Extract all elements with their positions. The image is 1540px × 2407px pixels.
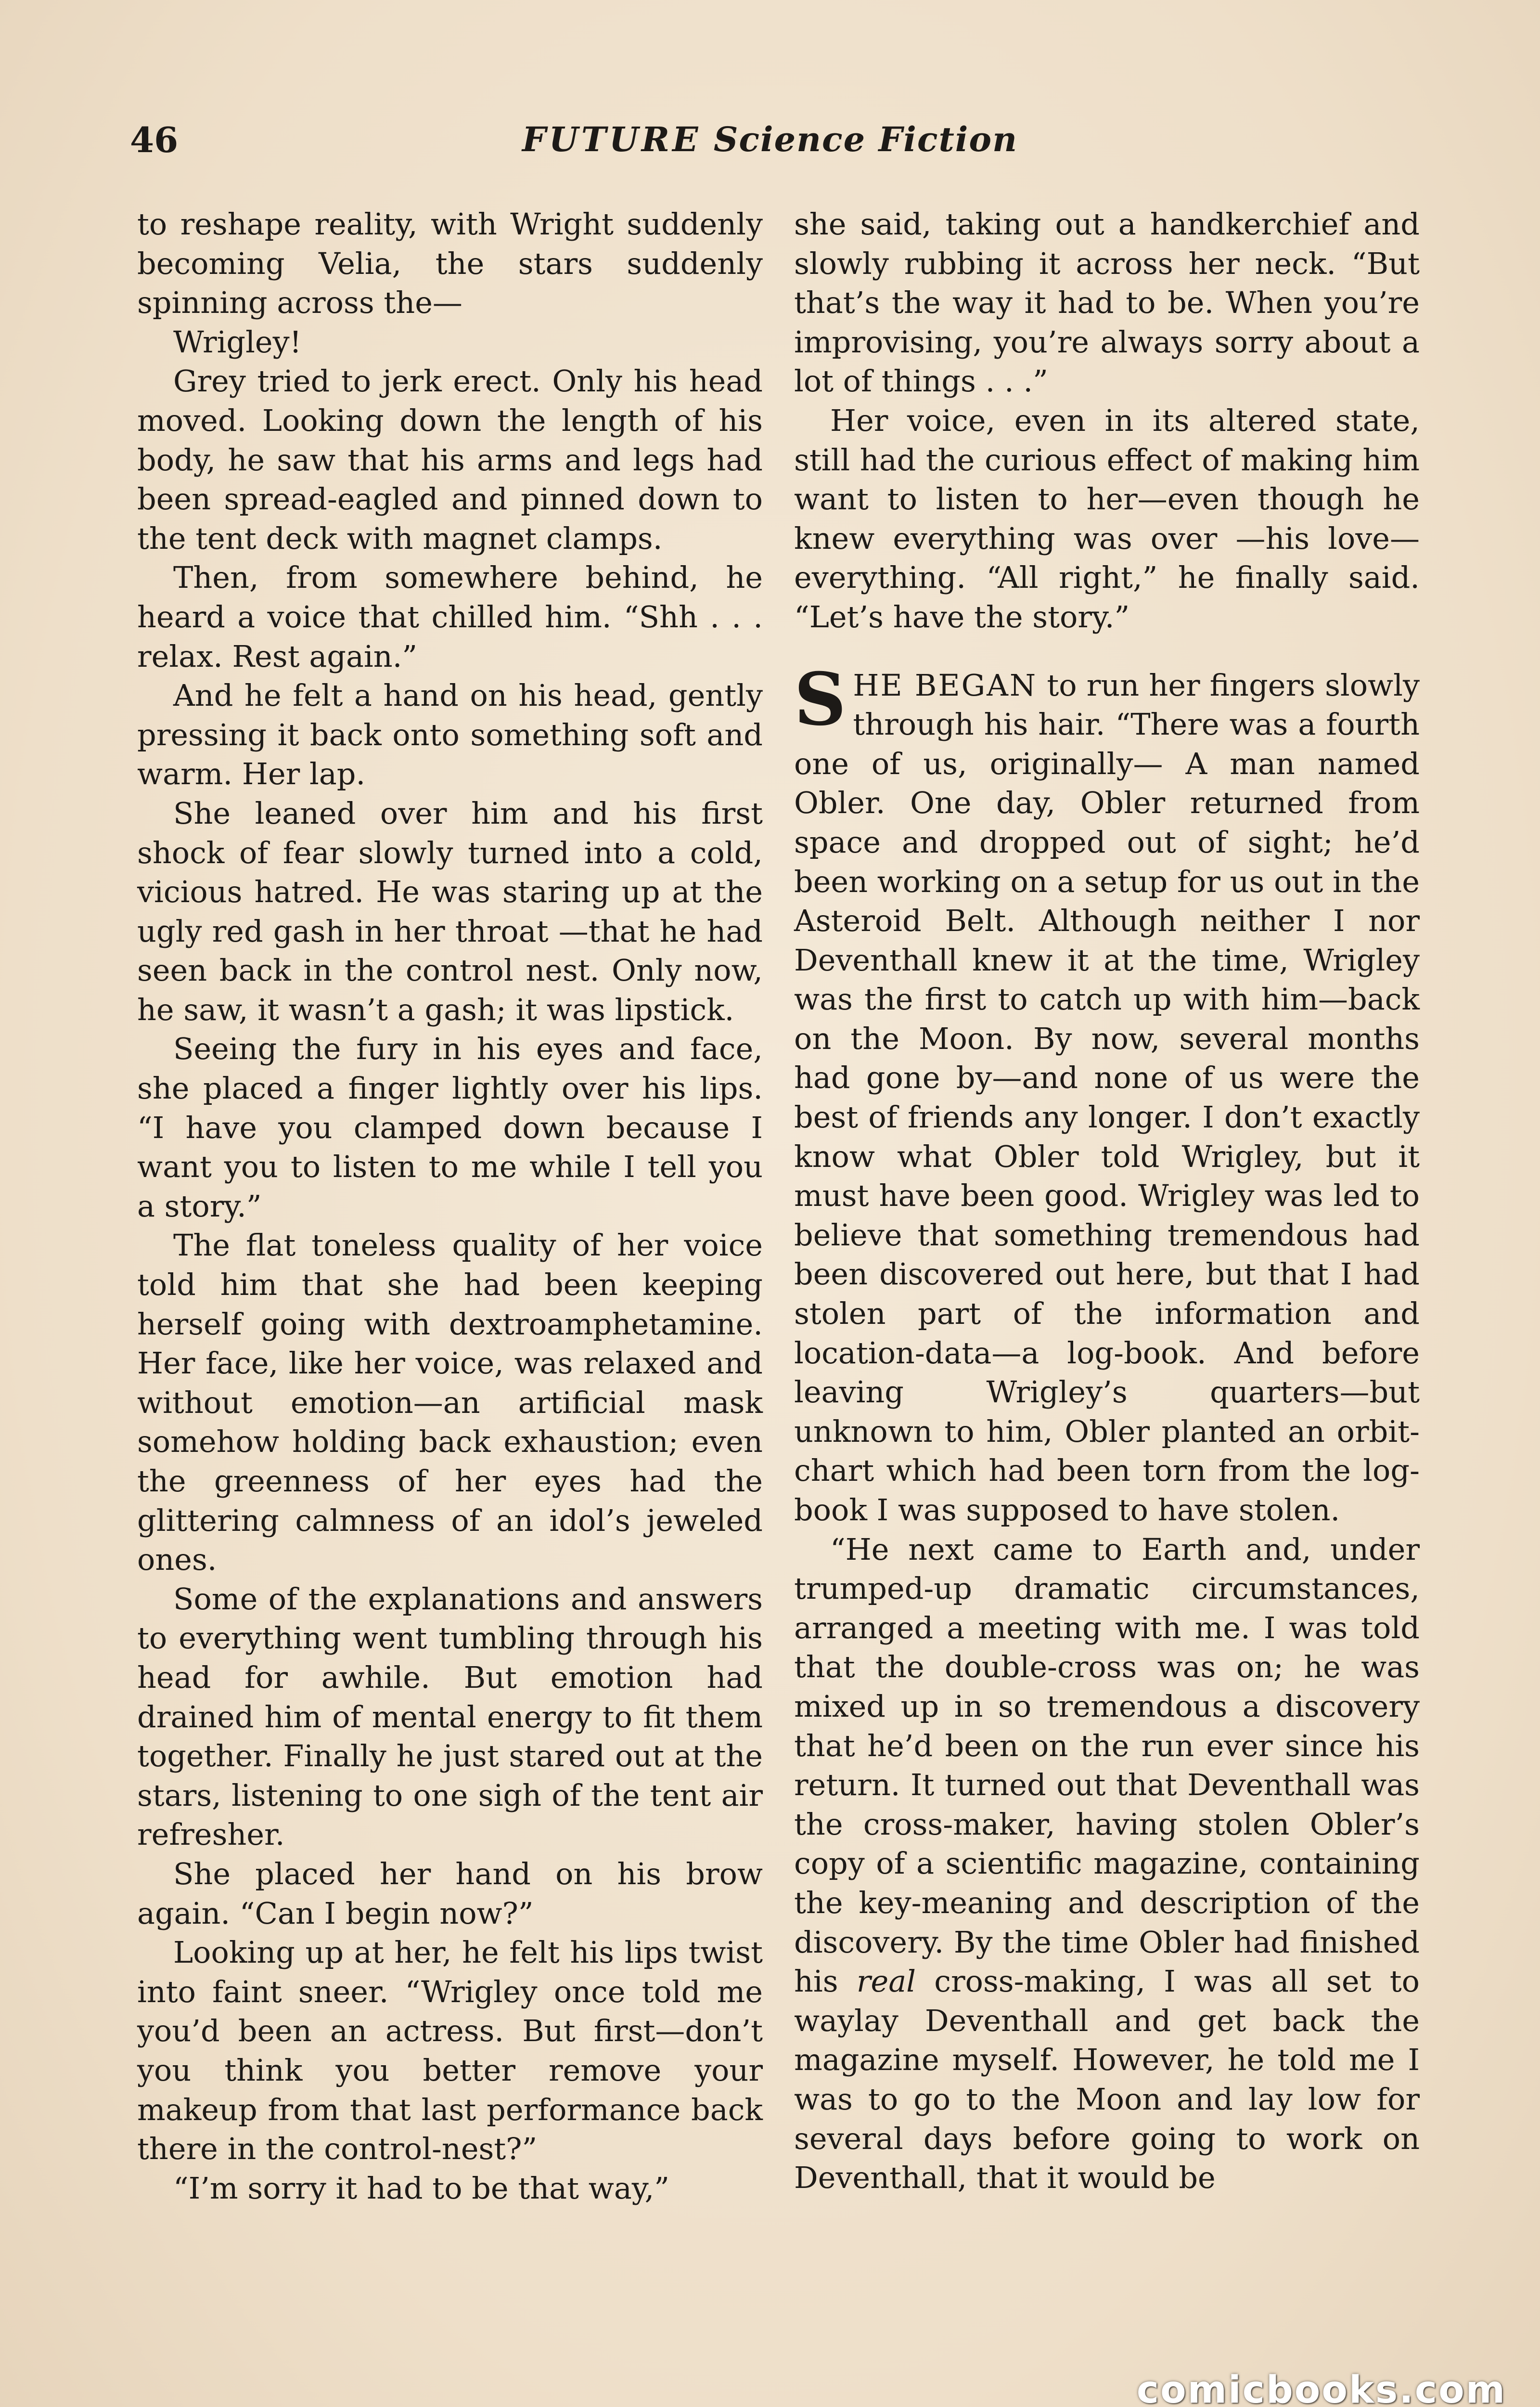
left-column — [137, 205, 763, 2208]
paragraph: Then, from somewhere behind, he heard a voice that chilled him. “Shh . . . relax. Rest again.” — [137, 560, 763, 674]
right-column — [794, 205, 1420, 2198]
magazine-name: FUTURE — [522, 119, 701, 159]
paragraph: She placed her hand on his brow again. “Can I begin now?” — [137, 1856, 763, 1931]
watermark: comicbooks.com — [1136, 2368, 1506, 2407]
section-opening-paragraph — [794, 657, 1420, 1530]
paragraph: The flat toneless quality of her voice told him that she had been keeping herself going with dextroamphetamine. Her face, like her voice, was relaxed and without emotion—an artificial mask somehow holding back exhaustion; even the greenness of her eyes had the glittering calmness of an idol’s jeweled ones. — [137, 1228, 763, 1578]
paragraph: Grey tried to jerk erect. Only his head moved. Looking down the length of his body, he saw that his arms and legs had been spread-eagled and pinned down to the tent deck with magnet clamps. — [137, 363, 763, 556]
paragraph: Some of the explanations and answers to everything went tumbling through his head for awhile. But emotion had drained him of mental energy to fit them together. Finally he just stared out at the stars, listening to one sigh of the tent air refresher. — [137, 1581, 763, 1852]
paragraph: to reshape reality, with Wright suddenly becoming Velia, the stars suddenly spinning across the— — [137, 207, 763, 321]
paragraph: “I’m sorry it had to be that way,” — [173, 2170, 669, 2206]
drop-cap: S — [794, 657, 847, 742]
paragraph: Her voice, even in its altered state, still had the curious effect of making him want to listen to her—even though he knew everything was over —his love—everything. “All right,” he finally said. “Let’s have the story.” — [794, 402, 1420, 634]
page-number: 46 — [130, 119, 179, 160]
italic-word: real — [856, 1964, 916, 1999]
paragraph — [794, 1530, 1420, 2198]
paragraph: Seeing the fury in his eyes and face, she placed a finger lightly over his lips. “I have you clamped down because I want you to listen to me while I tell you a story.” — [137, 1031, 763, 1224]
paragraph: she said, taking out a handkerchief and slowly rubbing it across her neck. “But that’s the way it had to be. When you’re improvising, you’re always sorry about a lot of things . . .” — [794, 207, 1420, 399]
paragraph: She leaned over him and his first shock of fear slowly turned into a cold, vicious hatred. He was staring up at the ugly red gash in her throat —that he had seen back in the control nest. Only now, he saw, it wasn’t a gash; it was lipstick. — [137, 795, 763, 1027]
paragraph: Looking up at her, he felt his lips twist into faint sneer. “Wrigley once told me you’d been an actress. But first—don’t you think you better remove your makeup from that last performance back there in the control-nest?” — [137, 1935, 763, 2167]
paragraph: And he felt a hand on his head, gently pressing it back onto something soft and warm. Her lap. — [137, 678, 763, 792]
section-text: to run her fingers slowly through his hair. “There was a fourth one of us, originally— A man named Obler. One day, Obler returned from space and dropped out of sight; he’d been working on a setup for us out in the Asteroid Belt. Although neither I nor Deventhall knew it at the time, Wrigley was the first to catch up with him—back on the Moon. By now, several months had gone by—and none of us were the best of friends any longer. I don’t exactly know what Obler told Wrigley, but it must have been good. Wrigley was led to believe that something tremendous had been discovered out here, but that I had stolen part of the information and location-data—a log-book. And before leaving Wrigley’s quarters—but unknown to him, Obler planted an orbit-chart which had been torn from the log-book I was supposed to have stolen. — [794, 667, 1420, 1527]
paragraph-text: cross-making, I was all set to waylay Deventhall and get back the magazine myself. However, he told me I was to go to the Moon and lay low for several days before going to work on Deventhall, that it would be — [794, 1964, 1420, 2196]
running-title — [130, 119, 1410, 159]
paragraph: Wrigley! — [173, 324, 302, 360]
page-header — [130, 119, 1410, 177]
magazine-subtitle: Science Fiction — [713, 119, 1018, 159]
paragraph-text: “He next came to Earth and, under trumped-up dramatic circumstances, arranged a meeting with me. I was told that the double-cross was on; he was mixed up in so tremendous a discovery that he’d been on the run ever since his return. It turned out that Deventhall was the cross-maker, having stolen Obler’s copy of a scientific magazine, containing the key-meaning and description of the discovery. By the time Obler had finished his — [794, 1531, 1420, 1999]
section-lead-in: HE BEGAN — [853, 667, 1038, 703]
